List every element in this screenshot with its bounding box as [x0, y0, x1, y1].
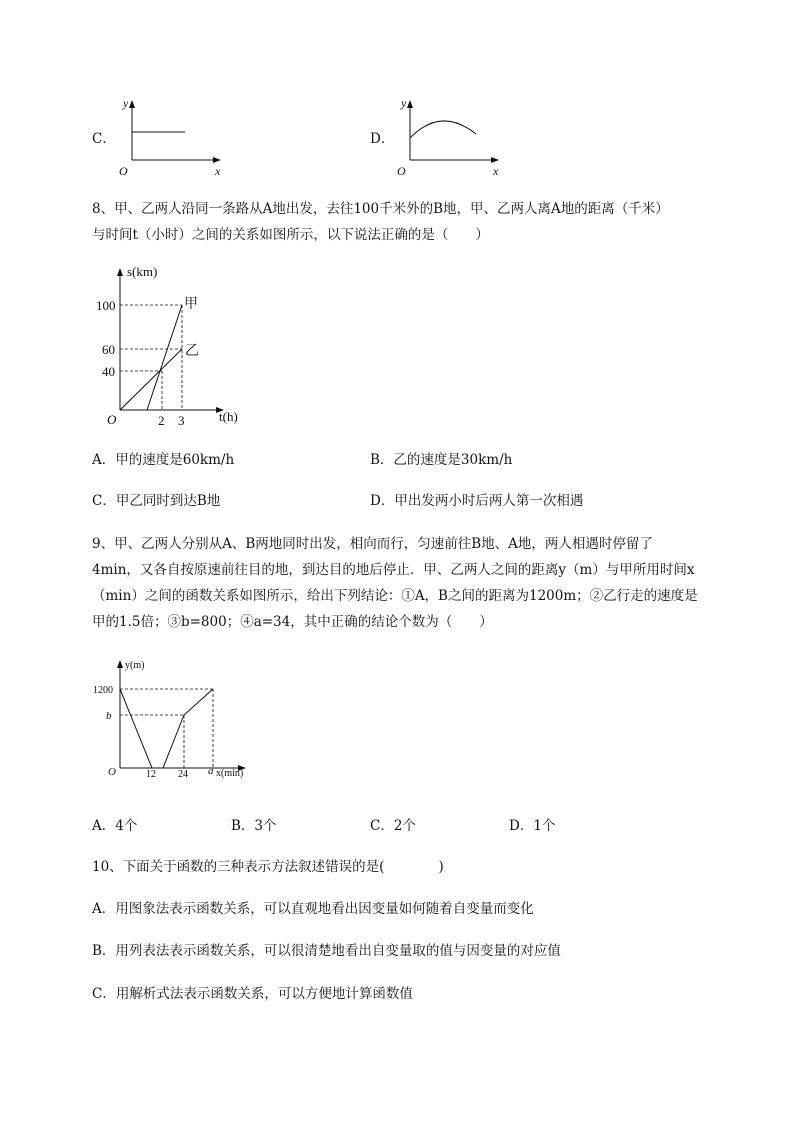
y-label: y — [401, 96, 407, 110]
origin-label: O — [108, 766, 116, 778]
yi-label: 乙 — [185, 344, 199, 359]
origin-label: O — [397, 164, 406, 178]
yi-line — [120, 349, 182, 410]
y-axis-arrow — [129, 100, 135, 108]
q9-option-a: A．4个 — [92, 818, 138, 834]
q8-line1: 8、甲、乙两人沿同一条路从A地出发，去往100千米外的B地，甲、乙两人离A地的距离（千米） — [92, 201, 669, 217]
ytick-1200: 1200 — [93, 685, 113, 696]
q10-line1: 10、下面关于函数的三种表示方法叙述错误的是( ) — [92, 859, 444, 875]
q9-option-b: B．3个 — [231, 818, 277, 834]
option-d-label: D． — [370, 131, 395, 147]
y-axis-label: y(m) — [125, 660, 145, 671]
q8-option-c: C．甲乙同时到达B地 — [92, 493, 221, 509]
xtick-a: a — [208, 765, 214, 777]
ytick-100: 100 — [96, 298, 116, 313]
q8-option-d: D．甲出发两小时后两人第一次相遇 — [370, 493, 584, 509]
q9-line3: （min）之间的函数关系如图所示，给出下列结论：①A，B之间的距离为1200m；②乙行走的速度是 — [92, 588, 698, 604]
x-axis-arrow — [213, 157, 221, 163]
q9-option-c: C．2个 — [370, 818, 416, 834]
origin-label: O — [119, 164, 128, 178]
q9-line1: 9、甲、乙两人分别从A、B两地同时出发，相向而行，匀速前往B地、A地，两人相遇时停留了 — [92, 536, 653, 552]
q9-graph — [92, 656, 262, 786]
q8-graph — [92, 262, 252, 432]
xtick-24: 24 — [178, 769, 188, 780]
q8-line2: 与时间t（小时）之间的关系如图所示，以下说法正确的是（ ） — [92, 227, 489, 243]
ytick-40: 40 — [102, 364, 115, 379]
jia-label: 甲 — [184, 297, 198, 312]
q8-option-b: B．乙的速度是30km/h — [370, 452, 513, 468]
option-c-graph — [115, 96, 225, 176]
x-axis-label: t(h) — [219, 409, 238, 424]
y-axis-label: s(km) — [127, 264, 158, 279]
ytick-60: 60 — [102, 342, 115, 357]
q9-option-d: D．1个 — [509, 818, 556, 834]
x-axis-arrow — [491, 157, 499, 163]
y-axis-arrow — [117, 660, 123, 668]
x-axis-label: x(min) — [216, 768, 244, 779]
arc-curve — [410, 121, 476, 138]
q10-option-b: B．用列表法表示函数关系，可以很清楚地看出自变量取的值与因变量的对应值 — [92, 943, 561, 959]
q10-option-a: A．用图象法表示函数关系，可以直观地看出因变量如何随着自变量而变化 — [92, 901, 534, 917]
q10-option-c: C．用解析式法表示函数关系，可以方便地计算函数值 — [92, 986, 413, 1002]
q8-option-a: A．甲的速度是60km/h — [92, 452, 235, 468]
option-c-label: C． — [92, 131, 116, 147]
y-axis-arrow — [407, 100, 413, 108]
x-label: x — [215, 164, 221, 178]
q9-line2: 4min，又各自按原速前往目的地，到达目的地后停止．甲、乙两人之间的距离y（m）与甲所用时间x — [92, 562, 695, 578]
xtick-2: 2 — [158, 413, 165, 428]
xtick-3: 3 — [178, 413, 185, 428]
xtick-12: 12 — [146, 769, 156, 780]
y-axis-arrow — [117, 268, 123, 276]
jia-line — [147, 305, 182, 410]
q9-line4: 甲的1.5倍；③b=800；④a=34，其中正确的结论个数为（ ） — [92, 614, 493, 630]
x-label: x — [493, 164, 499, 178]
distance-polyline — [120, 689, 213, 768]
ytick-b: b — [106, 710, 112, 722]
y-label: y — [123, 96, 129, 110]
origin-label: O — [107, 412, 117, 427]
option-d-graph — [393, 96, 503, 176]
